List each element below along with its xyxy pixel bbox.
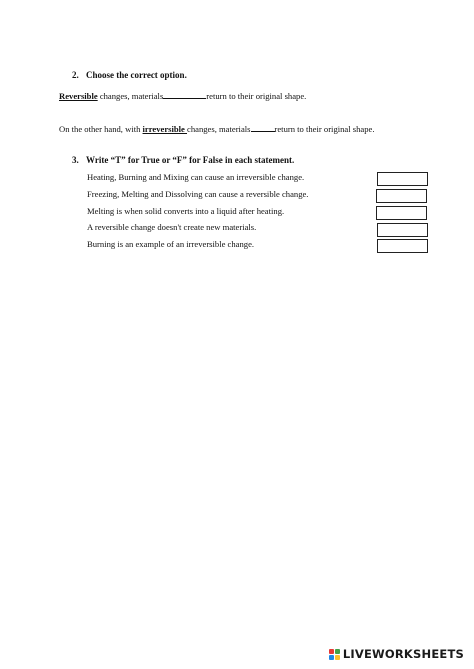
question-2-line-1: [59, 90, 306, 101]
answer-box-2[interactable]: [376, 189, 427, 203]
answer-box-3[interactable]: [376, 206, 427, 220]
line-1-text-before: changes, materials: [97, 91, 164, 101]
answer-blank-2[interactable]: [251, 123, 275, 132]
statement-4: A reversible change doesn't create new materials.: [87, 222, 257, 232]
question-2-title: Choose the correct option.: [86, 70, 187, 80]
question-2-line-2: [59, 123, 375, 134]
statement-3: Melting is when solid converts into a liquid after heating.: [87, 206, 285, 216]
keyword-irreversible: irreversible: [142, 124, 188, 134]
question-3-title: Write “T” for True or “F” for False in each statement.: [86, 155, 295, 165]
answer-box-1[interactable]: [377, 172, 428, 186]
line-2-text-before: changes, materials: [187, 124, 251, 134]
brand-prefix: LIVE: [342, 647, 373, 661]
question-2-number: 2.: [72, 70, 79, 80]
brand-suffix: WORKSHEETS: [372, 647, 464, 661]
question-2-heading: [72, 70, 187, 80]
statement-2: Freezing, Melting and Dissolving can cause a reversible change.: [87, 189, 309, 199]
answer-box-5[interactable]: [377, 239, 428, 253]
liveworksheets-branding: [329, 647, 464, 661]
line-1-text-after: return to their original shape.: [206, 91, 307, 101]
question-3-number: 3.: [72, 155, 79, 165]
statement-5: Burning is an example of an irreversible change.: [87, 239, 255, 249]
answer-blank-1[interactable]: [163, 90, 206, 99]
question-3-heading: [72, 155, 294, 165]
liveworksheets-logo-icon: [329, 649, 340, 660]
line-2-prefix: On the other hand, with: [59, 124, 143, 134]
answer-box-4[interactable]: [377, 223, 428, 237]
line-2-text-after: return to their original shape.: [274, 124, 375, 134]
statement-1: Heating, Burning and Mixing can cause an irreversible change.: [87, 172, 305, 182]
keyword-reversible: Reversible: [59, 91, 98, 101]
